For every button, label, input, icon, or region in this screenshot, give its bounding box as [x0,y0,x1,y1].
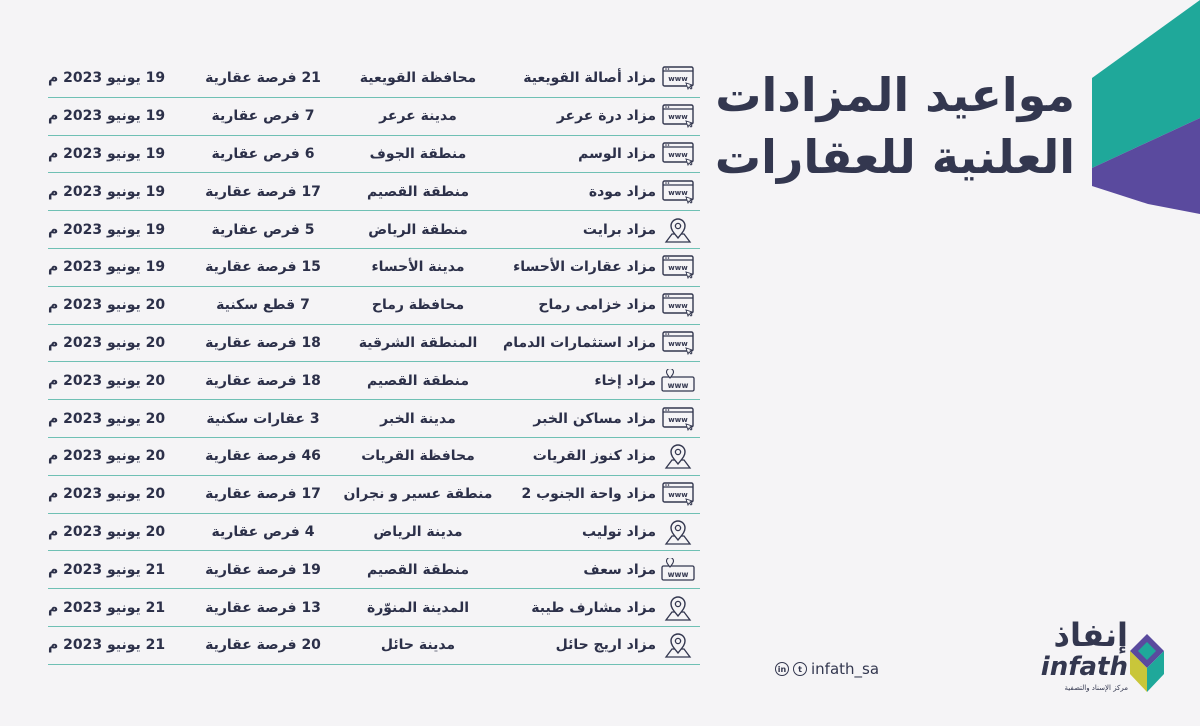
title-line-1: مواعيد المزادات [715,68,1075,122]
www-pin-icon [656,369,700,393]
www-icon [656,104,700,128]
svg-text:www: www [668,264,688,273]
twitter-icon[interactable]: t [793,662,807,676]
auction-date: 20 يونيو 2023 م [48,486,166,503]
svg-text:www: www [667,380,689,390]
auction-count: 19 فرصة عقارية [205,561,321,578]
table-row [48,173,700,211]
auction-region: منطقة الجوف [369,145,467,162]
auction-count: 7 قطع سكنية [216,297,310,314]
auction-region: المنطقة الشرقية [358,334,478,351]
www-icon [656,331,700,355]
table-row [48,98,700,136]
map-pin-icon [656,593,700,623]
auction-date: 20 يونيو 2023 م [48,523,166,540]
auction-name: مزاد مساكن الخبر [533,410,656,427]
auction-date: 19 يونيو 2023 م [48,183,166,200]
auction-count: 3 عقارات سكنية [206,410,320,427]
logo-subtitle: مركز الإسناد والتصفية [1064,684,1128,692]
auction-count: 18 فرصة عقارية [205,372,321,389]
auction-date: 19 يونيو 2023 م [48,145,166,162]
auction-count: 6 فرص عقارية [211,145,315,162]
svg-text:www: www [667,569,689,579]
auction-name: مزاد خزامى رماح [538,297,656,314]
auction-date: 20 يونيو 2023 م [48,297,166,314]
auction-region: منطقة الرياض [368,221,468,238]
www-icon [656,142,700,166]
infath-logo [1030,612,1170,702]
svg-text:www: www [668,75,688,84]
auction-name: مزاد توليب [581,523,656,540]
auction-region: محافظة رماح [371,297,465,314]
logo-arabic: إنفاذ [1053,616,1128,654]
logo-english: infath [1040,652,1128,682]
auction-date: 20 يونيو 2023 م [48,334,166,351]
auction-schedule-table [48,60,700,665]
table-row [48,438,700,476]
auction-region: محافظة القريات [361,448,475,465]
auction-name: مزاد استثمارات الدمام [502,334,656,351]
auction-region: منطقة القصيم [366,183,470,200]
svg-text:www: www [668,302,688,311]
table-row [48,325,700,363]
table-row [48,400,700,438]
auction-region: منطقة القصيم [366,561,470,578]
table-row [48,60,700,98]
auction-name: مزاد واحة الجنوب 2 [521,486,656,503]
svg-text:www: www [668,415,688,424]
auction-date: 19 يونيو 2023 م [48,221,166,238]
auction-count: 5 فرص عقارية [211,221,315,238]
svg-text:www: www [668,150,688,159]
auction-date: 21 يونيو 2023 م [48,599,166,616]
auction-region: مدينة عرعر [379,108,457,125]
auction-name: مزاد اريج حائل [555,637,656,654]
www-icon [656,66,700,90]
auction-region: مدينة الرياض [373,523,463,540]
svg-text:www: www [668,339,688,348]
auction-count: 20 فرصة عقارية [205,637,321,654]
auction-region: مدينة حائل [380,637,456,654]
www-icon [656,180,700,204]
auction-count: 15 فرصة عقارية [205,259,321,276]
svg-text:www: www [668,113,688,122]
www-icon [656,255,700,279]
svg-text:www: www [668,491,688,500]
auction-name: مزاد سعف [583,561,656,578]
auction-name: مزاد كنوز القريات [532,448,656,465]
auction-date: 19 يونيو 2023 م [48,70,166,87]
table-row [48,551,700,589]
table-row [48,476,700,514]
auction-count: 4 فرص عقارية [211,523,315,540]
table-row [48,362,700,400]
table-row [48,211,700,249]
auction-count: 17 فرصة عقارية [205,183,321,200]
auction-date: 19 يونيو 2023 م [48,259,166,276]
title-line-2: العلنية للعقارات [714,130,1075,184]
social-handle-text: infath_sa [811,660,880,678]
map-pin-icon [656,630,700,660]
map-pin-icon [656,441,700,471]
www-icon [656,407,700,431]
linkedin-icon[interactable]: in [775,662,789,676]
table-row [48,249,700,287]
auction-count: 7 فرص عقارية [211,108,315,125]
auction-name: مزاد مودة [588,183,656,200]
auction-date: 21 يونيو 2023 م [48,561,166,578]
social-handle[interactable] [775,660,879,678]
auction-date: 20 يونيو 2023 م [48,448,166,465]
auction-date: 19 يونيو 2023 م [48,108,166,125]
auction-name: مزاد إخاء [594,372,656,389]
map-pin-icon [656,517,700,547]
auction-name: مزاد عقارات الأحساء [513,259,656,276]
table-row [48,627,700,665]
map-pin-icon [656,215,700,245]
auction-name: مزاد مشارف طيبة [531,599,656,616]
table-row [48,287,700,325]
table-row [48,589,700,627]
auction-date: 20 يونيو 2023 م [48,372,166,389]
www-pin-icon [656,558,700,582]
auction-count: 21 فرصة عقارية [205,70,321,87]
auction-region: مدينة الخبر [380,410,456,427]
www-icon [656,293,700,317]
auction-name: مزاد أصالة القويعية [523,70,656,87]
svg-text:www: www [668,188,688,197]
auction-count: 46 فرصة عقارية [205,448,321,465]
auction-region: محافظة القويعية [359,70,477,87]
auction-region: منطقة عسير و نجران [343,486,493,503]
auction-name: مزاد درة عرعر [556,108,656,125]
table-row [48,514,700,552]
auction-region: المدينة المنوّرة [366,599,470,616]
table-row [48,136,700,174]
auction-count: 18 فرصة عقارية [205,334,321,351]
auction-date: 20 يونيو 2023 م [48,410,166,427]
auction-count: 17 فرصة عقارية [205,486,321,503]
auction-count: 13 فرصة عقارية [205,599,321,616]
auction-name: مزاد برايت [582,221,656,238]
auction-region: مدينة الأحساء [371,259,465,276]
auction-name: مزاد الوسم [578,145,656,162]
auction-date: 21 يونيو 2023 م [48,637,166,654]
page-title [715,64,1075,188]
logo-mark-icon [1130,634,1164,692]
auction-region: منطقة القصيم [366,372,470,389]
www-icon [656,482,700,506]
